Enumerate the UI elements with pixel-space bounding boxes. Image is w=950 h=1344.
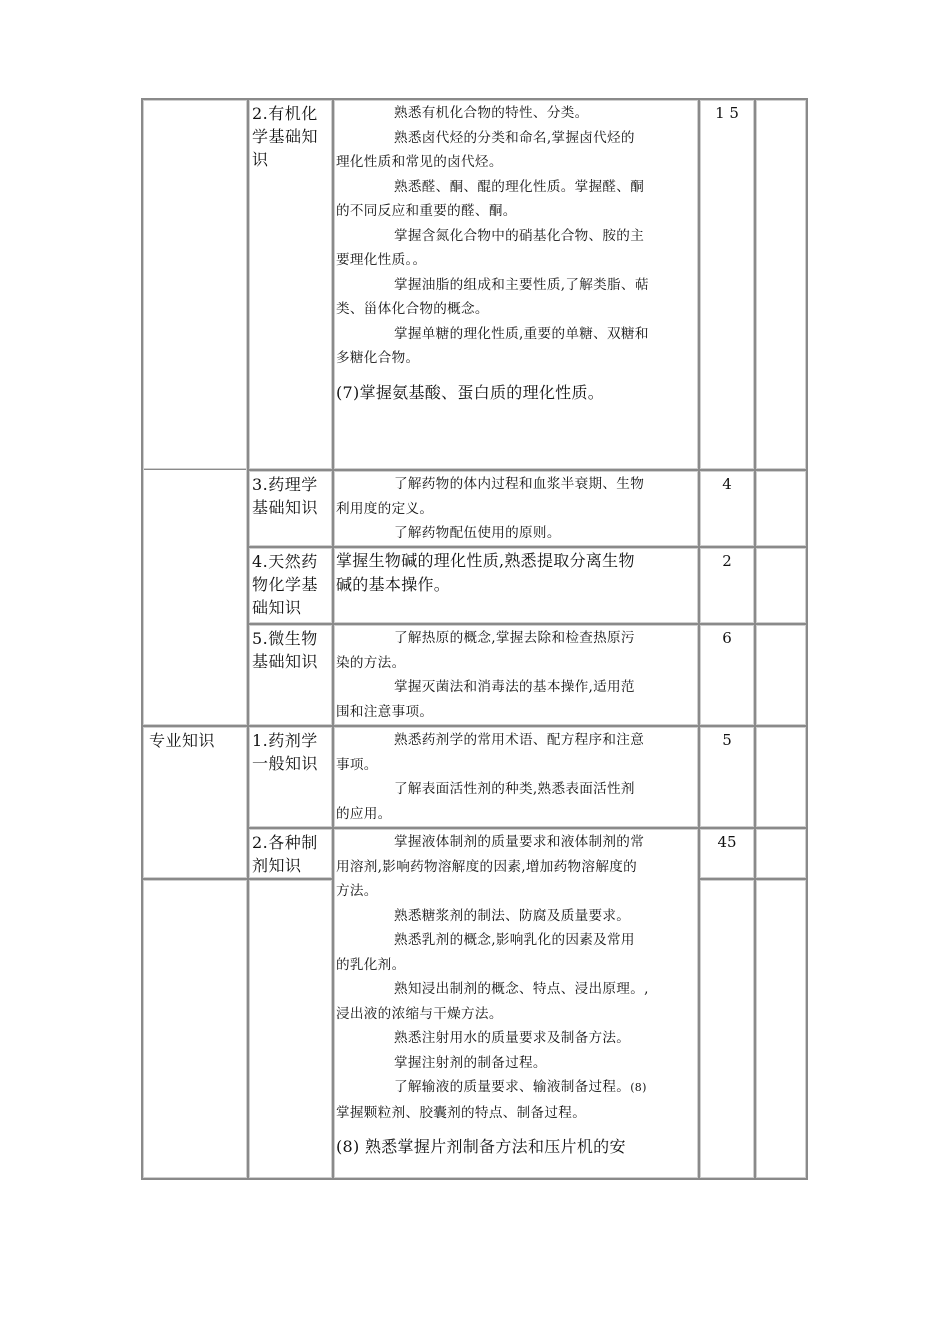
topic-cell <box>248 624 333 726</box>
content-line: 碱的基本操作。 <box>336 575 451 594</box>
content-line: (8) 熟悉掌握片剂制备方法和压片机的安 <box>336 1137 626 1156</box>
topic-cell <box>248 828 333 879</box>
topic-text: 1.药剂学一般知识 <box>252 731 319 773</box>
content-line: 熟悉糖浆剂的制法、防腐及质量要求。 <box>394 907 631 924</box>
category-cell <box>142 879 248 1179</box>
content-cell <box>333 726 699 828</box>
content-line: (7)掌握氨基酸、蛋白质的理化性质。 <box>336 382 605 402</box>
content-line: 掌握油脂的组成和主要性质,了解类脂、萜 <box>394 276 649 293</box>
topic-text: 5.微生物基础知识 <box>252 629 319 671</box>
content-cell <box>333 470 699 547</box>
topic-cell <box>248 470 333 547</box>
content-line: 掌握液体制剂的质量要求和液体制剂的常 <box>394 834 645 850</box>
content-line: 了解药物配伍使用的原则。 <box>394 525 561 541</box>
hours-cell <box>699 99 755 470</box>
content-line: 了解热原的概念,掌握去除和检查热原污 <box>394 630 635 646</box>
content-line: 掌握单糖的理化性质,重要的单糖、双糖和 <box>394 325 649 342</box>
remarks-cell <box>755 879 807 1179</box>
content-line: 要理化性质。。 <box>336 252 427 268</box>
content-line: 熟悉有机化合物的特性、分类。 <box>394 105 589 121</box>
content-line: 围和注意事项。 <box>336 703 434 720</box>
content-line: 了解表面活性剂的种类,熟悉表面活性剂 <box>394 781 635 797</box>
hours-cell <box>699 470 755 547</box>
hours-cell <box>699 726 755 828</box>
remarks-cell <box>755 99 807 470</box>
content-line: 熟知浸出制剂的概念、特点、浸出原理。, <box>394 981 649 997</box>
category-text: 专业知识 <box>149 731 216 750</box>
topic-text: 2.有机化学基础知识 <box>252 104 319 169</box>
content-line: 熟悉醛、酮、醌的理化性质。掌握醛、酮 <box>394 178 645 195</box>
content-line: 的不同反应和重要的醛、酮。 <box>336 203 517 219</box>
content-line: 熟悉卤代烃的分类和命名,掌握卤代烃的 <box>394 129 635 146</box>
remarks-cell <box>755 828 807 879</box>
hours-value: 2 <box>722 552 732 570</box>
content-line: 熟悉乳剂的概念,影响乳化的因素及常用 <box>394 932 635 948</box>
content-line: 方法。 <box>336 883 378 899</box>
content-line: 利用度的定义。 <box>336 500 434 517</box>
remarks-cell <box>755 726 807 828</box>
hours-cell <box>699 624 755 726</box>
content-line <box>336 1075 698 1101</box>
content-line: 用溶剂,影响药物溶解度的因素,增加药物溶解度的 <box>336 858 638 875</box>
category-cell <box>142 99 248 726</box>
hours-cell <box>699 547 755 624</box>
content-cell <box>333 547 699 624</box>
content-line: 类、甾体化合物的概念。 <box>336 301 489 317</box>
content-line: 掌握注射剂的制备过程。 <box>394 1054 547 1071</box>
topic-cell <box>248 726 333 828</box>
topic-text: 2.各种制剂知识 <box>252 833 318 875</box>
remarks-cell <box>755 547 807 624</box>
topic-text: 4.天然药物化学基础知识 <box>252 552 319 617</box>
topic-text: 3.药理学基础知识 <box>252 475 319 517</box>
content-text: 了解输液的质量要求、输液制备过程。 <box>394 1079 631 1095</box>
content-line: 的乳化剂。 <box>336 956 406 973</box>
hours-cell <box>699 828 755 879</box>
content-line: 理化性质和常见的卤代烃。 <box>336 154 503 170</box>
remarks-cell <box>755 470 807 547</box>
content-line: 掌握颗粒剂、胶囊剂的特点、制备过程。 <box>336 1104 587 1121</box>
hours-value: 1 5 <box>715 104 739 122</box>
topic-cell <box>248 879 333 1179</box>
hours-value: 4 <box>722 475 732 493</box>
hours-value: 6 <box>722 629 732 647</box>
hours-value: 45 <box>717 833 737 851</box>
content-cell <box>333 828 699 1179</box>
content-line: 多糖化合物。 <box>336 350 420 366</box>
content-line: 掌握生物碱的理化性质,熟悉提取分离生物 <box>336 551 635 570</box>
topic-cell <box>248 99 333 470</box>
content-line: 熟悉注射用水的质量要求及制备方法。 <box>394 1030 631 1046</box>
content-text: (8) <box>630 1081 647 1094</box>
category-cell <box>142 726 248 879</box>
content-cell <box>333 624 699 726</box>
content-line: 掌握含氮化合物中的硝基化合物、胺的主 <box>394 227 645 244</box>
hours-value: 5 <box>722 731 732 749</box>
content-cell <box>333 99 699 470</box>
content-line: 染的方法。 <box>336 654 406 671</box>
content-line: 事项。 <box>336 756 378 773</box>
content-line: 掌握灭菌法和消毒法的基本操作,适用范 <box>394 679 635 695</box>
content-line: 浸出液的浓缩与干燥方法。 <box>336 1005 503 1022</box>
content-line: 了解药物的体内过程和血浆半衰期、生物 <box>394 476 645 492</box>
remarks-cell <box>755 624 807 726</box>
content-line: 的应用。 <box>336 805 392 822</box>
topic-cell <box>248 547 333 624</box>
hours-cell <box>699 879 755 1179</box>
content-line: 熟悉药剂学的常用术语、配方程序和注意 <box>394 732 645 748</box>
